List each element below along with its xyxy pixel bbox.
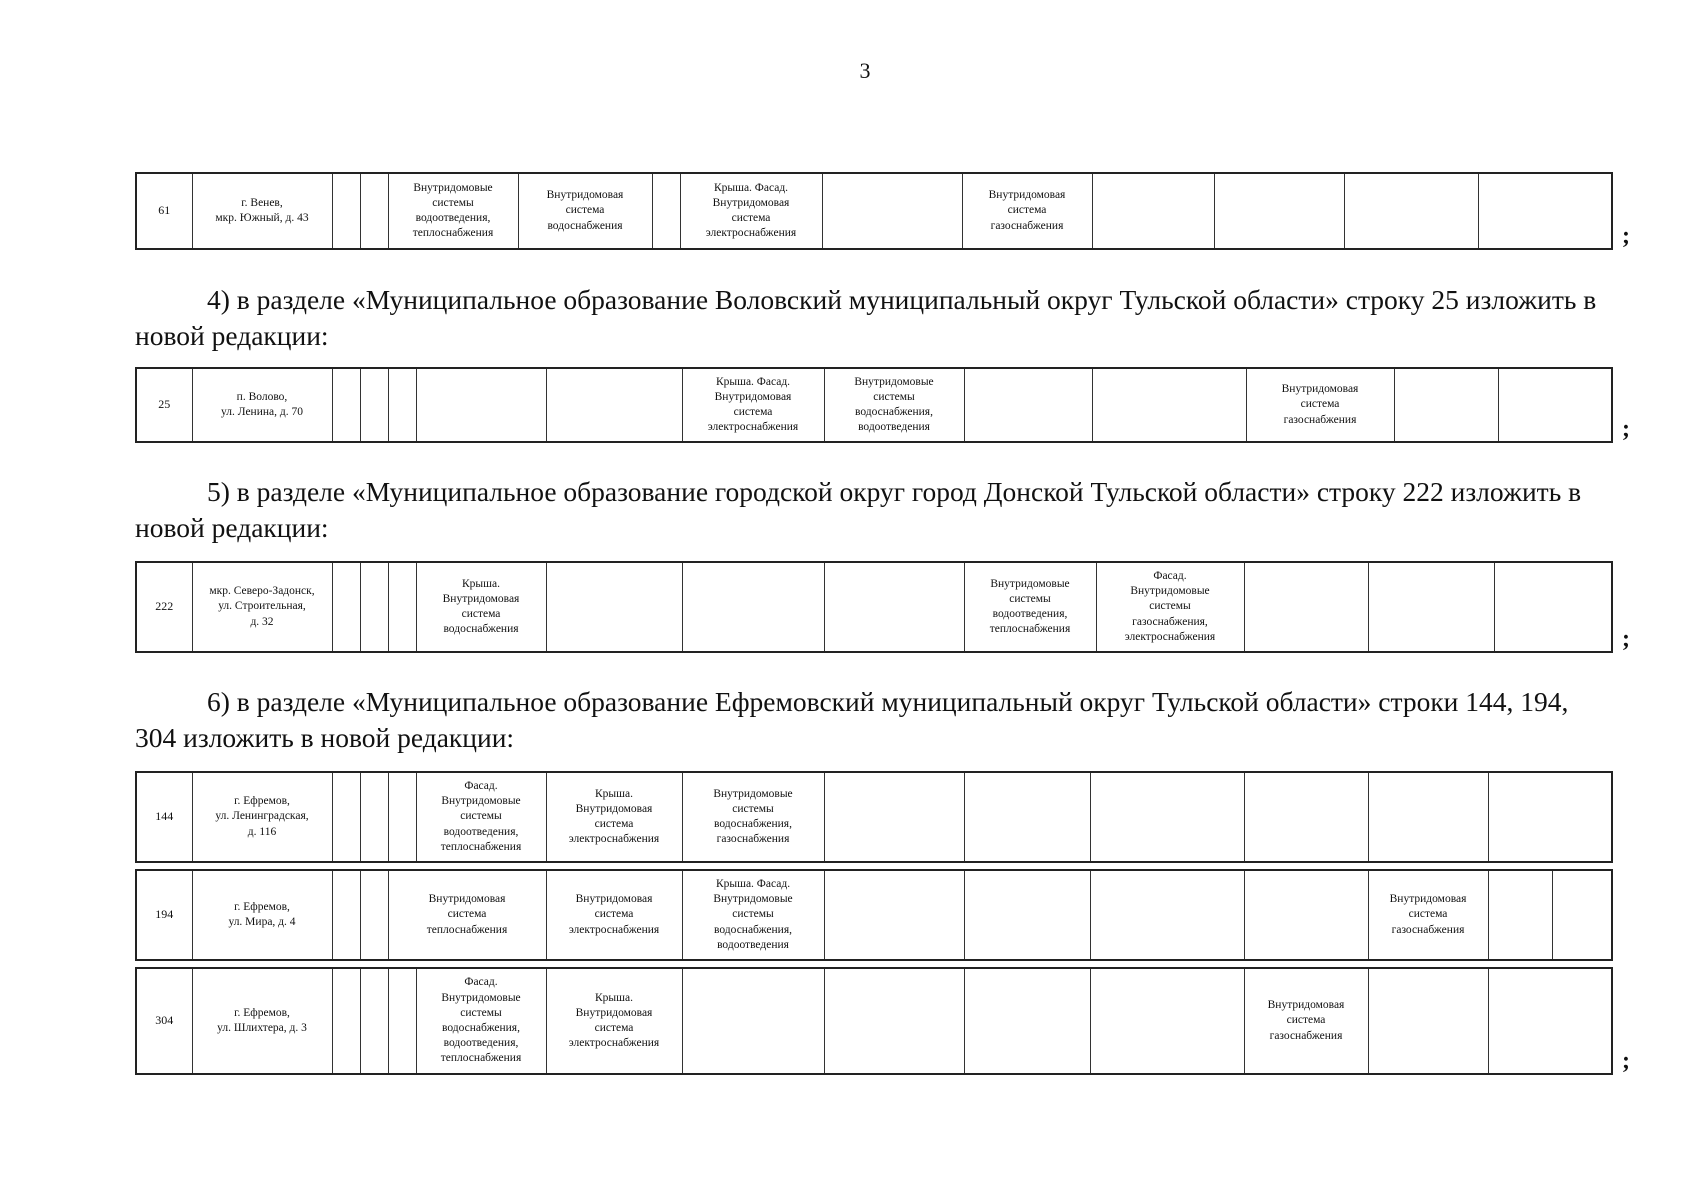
table-row-144 — [135, 771, 1613, 863]
empty-cell — [360, 870, 388, 960]
empty-cell — [360, 562, 388, 652]
address-cell: г. Ефремов, ул. Шлихтера, д. 3 — [192, 968, 332, 1074]
semicolon: ; — [1622, 1048, 1630, 1074]
empty-cell — [1368, 562, 1494, 652]
empty-cell — [360, 173, 388, 249]
work-cell: Внутридомовая система электроснабжения — [546, 870, 682, 960]
row-number: 222 — [136, 562, 192, 652]
empty-cell — [1244, 772, 1368, 862]
work-cell: Внутридомовые системы водоотведения, теплоснабжения — [388, 173, 518, 249]
empty-cell — [824, 772, 964, 862]
address-cell: г. Венев, мкр. Южный, д. 43 — [192, 173, 332, 249]
empty-cell — [1244, 870, 1368, 960]
work-cell: Крыша. Внутридомовая система электроснабжения — [546, 968, 682, 1074]
work-cell: Внутридомовая система газоснабжения — [1246, 368, 1394, 442]
empty-cell — [388, 772, 416, 862]
semicolon: ; — [1622, 416, 1630, 442]
empty-cell — [1090, 870, 1244, 960]
work-cell: Внутридомовая система газоснабжения — [1244, 968, 1368, 1074]
empty-cell — [332, 870, 360, 960]
empty-cell — [652, 173, 680, 249]
paragraph-4: 4) в разделе «Муниципальное образование Воловский муниципальный округ Тульской области» строку 25 изложить в новой редакции: — [135, 284, 1597, 351]
empty-cell — [332, 968, 360, 1074]
table-row-194 — [135, 869, 1613, 961]
empty-cell — [824, 968, 964, 1074]
row-number: 25 — [136, 368, 192, 442]
empty-cell — [1368, 772, 1488, 862]
table-row-222 — [135, 561, 1613, 653]
address-cell: г. Ефремов, ул. Мира, д. 4 — [192, 870, 332, 960]
empty-cell — [1092, 368, 1246, 442]
semicolon: ; — [1622, 626, 1630, 652]
empty-cell — [388, 968, 416, 1074]
empty-cell — [1494, 562, 1612, 652]
table-row-61 — [135, 172, 1613, 250]
empty-cell — [822, 173, 962, 249]
work-cell: Крыша. Фасад. Внутридомовая система электроснабжения — [682, 368, 824, 442]
work-cell: Внутридомовая система водоснабжения — [518, 173, 652, 249]
work-cell: Крыша. Фасад. Внутридомовые системы водоснабжения, водоотведения — [682, 870, 824, 960]
empty-cell — [332, 772, 360, 862]
work-cell: Фасад. Внутридомовые системы газоснабжения, электроснабжения — [1096, 562, 1244, 652]
row-number: 144 — [136, 772, 192, 862]
empty-cell — [546, 368, 682, 442]
empty-cell — [824, 562, 964, 652]
work-cell: Внутридомовые системы водоснабжения, газоснабжения — [682, 772, 824, 862]
work-cell: Внутридомовая система газоснабжения — [962, 173, 1092, 249]
empty-cell — [1368, 968, 1488, 1074]
work-cell: Внутридомовая система теплоснабжения — [388, 870, 546, 960]
empty-cell — [1552, 870, 1612, 960]
empty-cell — [1488, 772, 1612, 862]
row-number: 61 — [136, 173, 192, 249]
table-row-304 — [135, 967, 1613, 1075]
row-number: 194 — [136, 870, 192, 960]
address-cell: г. Ефремов, ул. Ленинградская, д. 116 — [192, 772, 332, 862]
empty-cell — [360, 772, 388, 862]
empty-cell — [388, 562, 416, 652]
empty-cell — [1488, 870, 1552, 960]
work-cell: Фасад. Внутридомовые системы водоотведения, теплоснабжения — [416, 772, 546, 862]
empty-cell — [964, 772, 1090, 862]
paragraph-6: 6) в разделе «Муниципальное образование Ефремовский муниципальный округ Тульской области» строки 144, 194, 304 изложить в новой редакции: — [135, 686, 1569, 753]
empty-cell — [824, 870, 964, 960]
work-cell: Внутридомовая система газоснабжения — [1368, 870, 1488, 960]
empty-cell — [1394, 368, 1498, 442]
empty-cell — [964, 968, 1090, 1074]
empty-cell — [360, 968, 388, 1074]
table-row-25 — [135, 367, 1613, 443]
empty-cell — [546, 562, 682, 652]
empty-cell — [1090, 968, 1244, 1074]
empty-cell — [964, 870, 1090, 960]
work-cell: Крыша. Внутридомовая система электроснабжения — [546, 772, 682, 862]
paragraph-5: 5) в разделе «Муниципальное образование городской округ город Донской Тульской области» строку 222 изложить в новой редакции: — [135, 476, 1582, 543]
work-cell: Крыша. Фасад. Внутридомовая система электроснабжения — [680, 173, 822, 249]
empty-cell — [682, 968, 824, 1074]
empty-cell — [360, 368, 388, 442]
address-cell: п. Волово, ул. Ленина, д. 70 — [192, 368, 332, 442]
empty-cell — [416, 368, 546, 442]
empty-cell — [1244, 562, 1368, 652]
empty-cell — [1498, 368, 1612, 442]
row-number: 304 — [136, 968, 192, 1074]
empty-cell — [1090, 772, 1244, 862]
empty-cell — [1344, 173, 1478, 249]
work-cell: Фасад. Внутридомовые системы водоснабжения, водоотведения, теплоснабжения — [416, 968, 546, 1074]
address-cell: мкр. Северо-Задонск, ул. Строительная, д. 32 — [192, 562, 332, 652]
empty-cell — [1214, 173, 1344, 249]
empty-cell — [1478, 173, 1612, 249]
empty-cell — [332, 173, 360, 249]
empty-cell — [682, 562, 824, 652]
empty-cell — [332, 368, 360, 442]
page-number: 3 — [859, 58, 871, 83]
semicolon: ; — [1622, 223, 1630, 249]
empty-cell — [1092, 173, 1214, 249]
work-cell: Внутридомовые системы водоотведения, теплоснабжения — [964, 562, 1096, 652]
empty-cell — [388, 368, 416, 442]
work-cell: Крыша. Внутридомовая система водоснабжения — [416, 562, 546, 652]
empty-cell — [332, 562, 360, 652]
empty-cell — [964, 368, 1092, 442]
work-cell: Внутридомовые системы водоснабжения, водоотведения — [824, 368, 964, 442]
empty-cell — [1488, 968, 1612, 1074]
